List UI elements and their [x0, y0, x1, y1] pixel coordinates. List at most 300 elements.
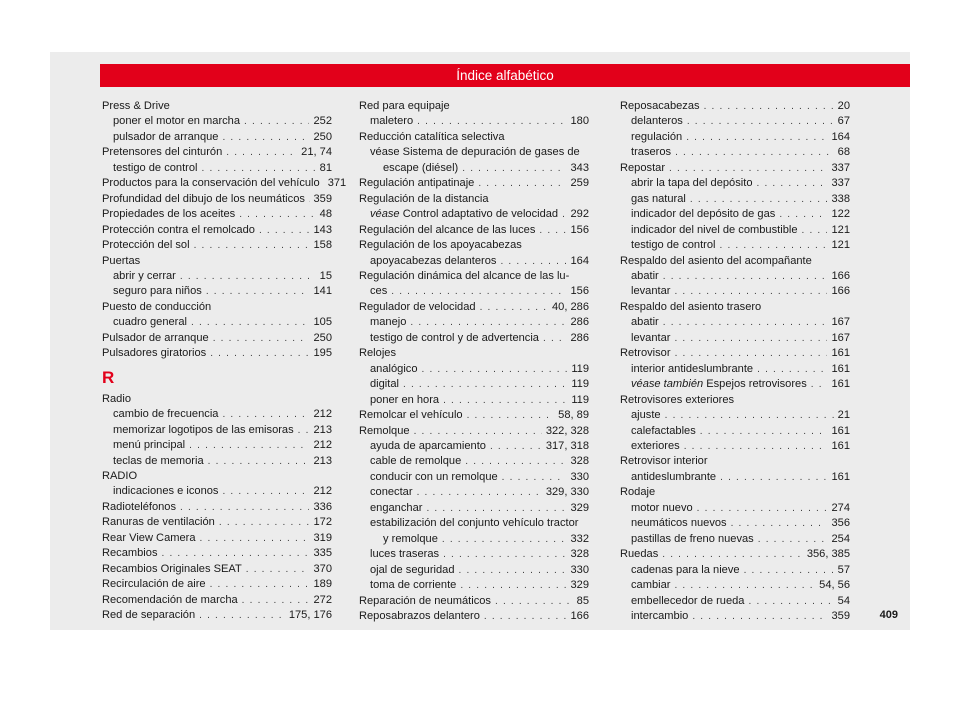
dot-leader: [675, 346, 828, 361]
dot-leader: [162, 546, 310, 561]
dot-leader: [802, 223, 828, 238]
index-entry: [620, 130, 850, 145]
dot-leader: [213, 331, 310, 346]
dot-leader: [748, 594, 833, 609]
index-entry: [620, 176, 850, 191]
dot-leader: [222, 130, 309, 145]
index-entry: [359, 284, 589, 299]
dot-leader: [414, 424, 542, 439]
dot-leader: [744, 563, 834, 578]
index-entry: [620, 454, 850, 469]
dot-leader: [180, 500, 309, 515]
index-entry-pages: 356, 385: [806, 548, 850, 561]
index-entry-label: Profundidad del dibujo de los neumáticos: [102, 192, 305, 205]
dot-leader: [697, 501, 828, 516]
dot-leader: [219, 515, 310, 530]
index-entry-pages: 329: [570, 501, 589, 514]
index-entry-label: Regulación de la distancia: [359, 192, 489, 205]
dot-leader: [690, 192, 828, 207]
index-entry-pages: 81: [319, 161, 332, 174]
index-entry-pages: 21, 74: [301, 146, 332, 159]
index-entry-pages: 20: [837, 100, 850, 112]
index-entry-label: [631, 377, 807, 392]
index-entry-label: testigo de control y de advertencia: [370, 331, 539, 344]
index-entry-label: Red para equipaje: [359, 100, 450, 112]
index-entry-label: Respaldo del asiento trasero: [620, 300, 762, 313]
index-entry-pages: 212: [313, 408, 332, 421]
index-entry-label: conectar: [370, 486, 413, 499]
index-entry: [620, 362, 850, 377]
index-entry-label: regulación: [631, 130, 683, 143]
dot-leader: [686, 130, 827, 145]
index-entry-label: ajuste: [631, 409, 661, 422]
index-entry-label: Regulación antipatinaje: [359, 177, 475, 190]
dot-leader: [180, 269, 316, 284]
index-entry: [102, 331, 332, 346]
index-entry-pages: 259: [570, 177, 589, 190]
index-entry-pages: 254: [831, 532, 850, 545]
index-entry-pages: 286: [570, 331, 589, 344]
dot-leader: [478, 176, 566, 191]
index-entry-label: cambiar: [631, 579, 671, 592]
index-entry-label: Reposabrazos delantero: [359, 609, 480, 622]
dot-leader: [811, 377, 828, 392]
index-entry-pages: 250: [313, 331, 332, 344]
index-entry-label: pastillas de freno nuevas: [631, 532, 754, 545]
index-entry-pages: 164: [570, 254, 589, 267]
dot-leader: [460, 578, 566, 593]
index-entry: [359, 439, 589, 454]
section-letter: R: [102, 367, 115, 387]
index-entry-pages: 85: [576, 594, 589, 607]
index-entry: [620, 346, 850, 361]
dot-leader: [669, 161, 827, 176]
index-entry-label: Reposacabezas: [620, 100, 700, 112]
index-entry-label: poner el motor en marcha: [113, 115, 241, 128]
index-entry: [102, 484, 332, 499]
index-entry-pages: 167: [831, 331, 850, 344]
index-column-2: [359, 99, 589, 624]
dot-leader: [222, 407, 309, 422]
index-entry-label: Repostar: [620, 161, 666, 174]
index-entry-label: seguro para niños: [113, 285, 202, 298]
index-entry-pages: 57: [837, 563, 850, 576]
index-entry-pages: 337: [831, 161, 850, 174]
index-entry: [620, 532, 850, 547]
index-entry: [359, 254, 589, 269]
dot-leader: [562, 207, 566, 222]
index-entry-pages: 286: [570, 316, 589, 329]
dot-leader: [720, 470, 827, 485]
index-entry: [359, 362, 589, 377]
index-entry: [102, 546, 332, 561]
index-column-3: [620, 99, 850, 624]
dot-leader: [484, 609, 567, 624]
index-entry-label: testigo de control: [631, 239, 716, 252]
index-entry: [102, 315, 332, 330]
index-entry-label: Regulación de los apoyacabezas: [359, 239, 522, 252]
index-entry-pages: 54, 56: [819, 579, 850, 592]
index-entry-pages: 212: [313, 485, 332, 498]
index-entry: [620, 114, 850, 129]
index-entry-label: testigo de control: [113, 161, 198, 174]
dot-leader: [259, 223, 310, 238]
dot-leader: [417, 114, 566, 129]
dot-leader: [480, 300, 548, 315]
index-entry-pages: 172: [313, 516, 332, 529]
index-entry-pages: 15: [319, 269, 332, 282]
index-entry-pages: 250: [313, 130, 332, 143]
index-entry: [359, 269, 589, 284]
dot-leader: [226, 145, 297, 160]
index-entry: [359, 300, 589, 315]
dot-leader: [662, 547, 803, 562]
dot-leader: [244, 114, 309, 129]
index-entry: [102, 500, 332, 515]
index-entry: [359, 594, 589, 609]
index-entry-label: Pulsador de arranque: [102, 331, 209, 344]
index-entry-label: Recirculación de aire: [102, 578, 206, 591]
dot-leader: [731, 516, 828, 531]
index-column-1: [102, 99, 347, 624]
index-entry: [359, 563, 589, 578]
index-entry: [102, 407, 332, 422]
index-entry: [359, 516, 589, 531]
dot-leader: [758, 532, 828, 547]
index-entry-pages: 332: [570, 532, 589, 545]
index-entry-pages: 328: [570, 455, 589, 468]
dot-leader: [704, 99, 834, 114]
index-entry-label: abrir la tapa del depósito: [631, 177, 753, 190]
index-entry: [102, 392, 332, 407]
index-entry-pages: 122: [831, 208, 850, 221]
index-entry-label: neumáticos nuevos: [631, 517, 727, 530]
index-entry-label: embellecedor de rueda: [631, 594, 745, 607]
index-entry-label: indicador del depósito de gas: [631, 208, 776, 221]
index-entry-label: Retrovisores exteriores: [620, 393, 735, 406]
dot-leader: [684, 439, 828, 454]
index-entry: [620, 269, 850, 284]
index-entry-label: Regulación del alcance de las luces: [359, 223, 536, 236]
index-entry: [620, 393, 850, 408]
index-entry: [102, 99, 332, 114]
index-entry-label: Reducción catalítica selectiva: [359, 130, 505, 143]
index-entry-pages: 161: [831, 439, 850, 452]
index-entry: [620, 284, 850, 299]
index-entry-label: Respaldo del asiento del acompañante: [620, 254, 812, 267]
index-entry: [102, 454, 332, 469]
index-entry-label: cuadro general: [113, 316, 188, 329]
index-entry: [102, 130, 332, 145]
index-entry: [359, 161, 589, 176]
index-entry-pages: 213: [313, 423, 332, 436]
index-entry-label: ces: [370, 285, 388, 298]
dot-leader: [210, 346, 309, 361]
dot-leader: [675, 145, 834, 160]
dot-leader: [246, 562, 310, 577]
dot-leader: [191, 315, 309, 330]
index-entry: [620, 609, 850, 624]
dot-leader: [674, 331, 827, 346]
index-entry-label: Red de separación: [102, 609, 196, 622]
index-entry-label: motor nuevo: [631, 501, 693, 514]
index-entry-label: Productos para la conservación del vehículo: [102, 177, 320, 190]
dot-leader: [422, 362, 568, 377]
dot-leader: [443, 547, 566, 562]
index-entry: [359, 501, 589, 516]
index-entry-label: delanteros: [631, 115, 683, 128]
index-entry: [359, 331, 589, 346]
index-entry-pages: 338: [831, 192, 850, 205]
index-entry-pages: 40, 286: [551, 300, 589, 313]
dot-leader: [692, 609, 827, 624]
index-entry-pages: 161: [831, 362, 850, 375]
index-page: [50, 52, 910, 630]
dot-leader: [239, 207, 315, 222]
dot-leader: [417, 485, 542, 500]
index-entry-see-reference: véase: [370, 208, 400, 221]
index-entry: [620, 578, 850, 593]
index-entry-pages: 195: [313, 347, 332, 360]
index-entry-label: y remolque: [383, 532, 438, 545]
dot-leader: [465, 454, 566, 469]
index-entry: [620, 161, 850, 176]
dot-leader: [674, 284, 827, 299]
index-entry-label: indicador del nivel de combustible: [631, 223, 798, 236]
index-entry-label: luces traseras: [370, 548, 440, 561]
index-entry-pages: 166: [570, 609, 589, 622]
index-entry-pages: 121: [831, 223, 850, 236]
dot-leader: [467, 408, 555, 423]
index-entry-label: Relojes: [359, 347, 396, 360]
index-entry-pages: 212: [313, 439, 332, 452]
index-entry-pages: 68: [837, 146, 850, 159]
index-entry-pages: 143: [313, 223, 332, 236]
index-entry: [359, 377, 589, 392]
index-entry-pages: 119: [571, 378, 589, 391]
index-entry-label: Pulsadores giratorios: [102, 347, 207, 360]
index-entry: [102, 300, 332, 315]
index-entry-pages: 189: [313, 578, 332, 591]
index-entry: [359, 176, 589, 191]
index-entry-label: levantar: [631, 285, 671, 298]
index-entry: [359, 99, 589, 114]
index-entry-label: ayuda de aparcamiento: [370, 439, 486, 452]
dot-leader: [202, 161, 316, 176]
dot-leader: [700, 424, 828, 439]
index-entry: [359, 454, 589, 469]
index-entry-pages: 121: [831, 239, 850, 252]
index-entry-pages: 370: [313, 562, 332, 575]
dot-leader: [403, 377, 567, 392]
dot-leader: [495, 594, 573, 609]
index-entry: [102, 238, 332, 253]
index-entry-label: apoyacabezas delanteros: [370, 254, 497, 267]
dot-leader: [208, 454, 310, 469]
index-entry: [102, 423, 332, 438]
index-entry-label: Rodaje: [620, 486, 656, 499]
index-entry-label: abatir: [631, 316, 659, 329]
index-entry-pages: 322, 328: [545, 424, 589, 437]
index-entry: [102, 531, 332, 546]
index-entry: [359, 408, 589, 423]
index-entry: [620, 516, 850, 531]
index-entry: [359, 424, 589, 439]
dot-leader: [309, 192, 310, 207]
dot-leader: [200, 531, 310, 546]
index-entry: [359, 346, 589, 361]
index-entry-pages: 213: [313, 454, 332, 467]
dot-leader: [539, 223, 566, 238]
index-entry: [359, 145, 589, 160]
index-entry-label: enganchar: [370, 501, 423, 514]
index-entry: [620, 300, 850, 315]
dot-leader: [410, 315, 566, 330]
index-entry: [620, 315, 850, 330]
dot-leader: [391, 284, 566, 299]
index-entry-pages: 166: [831, 285, 850, 298]
index-entry-label: Regulador de velocidad: [359, 300, 476, 313]
index-entry-label: Protección del sol: [102, 239, 190, 252]
index-entry: [359, 315, 589, 330]
index-entry: [359, 609, 589, 624]
index-entry: [102, 269, 332, 284]
index-entry-pages: 336: [313, 500, 332, 513]
index-entry: [359, 238, 589, 253]
index-entry: [359, 470, 589, 485]
index-entry: [620, 207, 850, 222]
index-entry-label: digital: [370, 378, 399, 391]
index-entry-label: abrir y cerrar: [113, 269, 176, 282]
dot-leader: [210, 577, 310, 592]
dot-leader: [199, 608, 285, 623]
index-entry-pages: 292: [570, 208, 589, 221]
index-entry: [620, 99, 850, 114]
page-number: 409: [879, 609, 898, 621]
index-entry-pages: 180: [570, 115, 589, 128]
index-entry-see-reference: véase también: [631, 378, 704, 391]
dot-leader: [687, 114, 834, 129]
index-entry-label: cambio de frecuencia: [113, 408, 219, 421]
index-entry: [102, 284, 332, 299]
index-entry: [620, 563, 850, 578]
index-entry-label: teclas de memoria: [113, 454, 204, 467]
index-entry: [102, 608, 332, 623]
index-entry: [102, 192, 332, 207]
dot-leader: [298, 423, 310, 438]
index-entry: [620, 594, 850, 609]
index-entry-label: poner en hora: [370, 393, 440, 406]
index-entry: [359, 547, 589, 562]
index-entry-label: conducir con un remolque: [370, 470, 498, 483]
index-entry-label: Ranuras de ventilación: [102, 516, 215, 529]
index-entry-pages: 330: [570, 470, 589, 483]
index-entry-label: Remolque: [359, 424, 410, 437]
index-entry-label-text: Espejos retrovisores: [703, 378, 807, 391]
index-entry: [102, 114, 332, 129]
index-entry-pages: 161: [831, 424, 850, 437]
dot-leader: [663, 315, 828, 330]
index-entry-label: Remolcar el vehículo: [359, 409, 463, 422]
index-entry-pages: 359: [313, 192, 332, 205]
index-entry-label: menú principal: [113, 439, 186, 452]
index-entry-label: Regulación dinámica del alcance de las lu-: [359, 269, 570, 282]
dot-leader: [462, 161, 566, 176]
dot-leader: [222, 484, 309, 499]
index-entry-pages: 141: [313, 285, 332, 298]
index-entry: [102, 145, 332, 160]
index-entry-label: RADIO: [102, 469, 138, 482]
index-entry-pages: 156: [570, 223, 589, 236]
index-entry: [359, 207, 589, 222]
index-entry-label: Recomendación de marcha: [102, 593, 238, 606]
index-entry-label: levantar: [631, 331, 671, 344]
index-entry-pages: 175, 176: [288, 609, 332, 622]
index-entry-label: memorizar logotipos de las emisoras: [113, 423, 294, 436]
index-entry-pages: 48: [319, 208, 332, 221]
index-entry: [102, 346, 332, 361]
index-entry: [620, 485, 850, 500]
index-entry: [359, 532, 589, 547]
dot-leader: [189, 438, 309, 453]
index-entry-pages: 119: [571, 393, 589, 406]
index-entry-label: ojal de seguridad: [370, 563, 455, 576]
index-entry-pages: 119: [571, 362, 589, 375]
dot-leader: [779, 207, 827, 222]
index-entry-label: calefactables: [631, 424, 696, 437]
dot-leader: [490, 439, 542, 454]
index-entry: [620, 223, 850, 238]
index-entry: [359, 223, 589, 238]
index-entry-label: Puesto de conducción: [102, 300, 212, 313]
dot-leader: [194, 238, 310, 253]
index-entry-label-text: Control adaptativo de velocidad: [399, 208, 559, 221]
dot-leader: [242, 593, 310, 608]
index-entry-pages: 371: [327, 177, 347, 190]
index-entry-pages: 54: [837, 594, 850, 607]
index-entry: [102, 469, 332, 484]
dot-leader: [757, 362, 827, 377]
index-entry: [620, 439, 850, 454]
index-entry-pages: 343: [570, 161, 589, 174]
index-entry-label: véase Sistema de depuración de gases de: [370, 146, 580, 159]
index-entry-pages: 319: [313, 531, 332, 544]
index-entry: [620, 254, 850, 269]
index-entry-label: Ruedas: [620, 548, 659, 561]
index-entry-label: interior antideslumbrante: [631, 362, 754, 375]
index-entry-pages: 161: [831, 347, 850, 360]
index-entry-label: gas natural: [631, 192, 686, 205]
index-entry-label: antideslumbrante: [631, 470, 717, 483]
dot-leader: [663, 269, 828, 284]
dot-leader: [665, 408, 834, 423]
index-entry-label: Retrovisor: [620, 347, 671, 360]
index-entry-pages: 337: [831, 177, 850, 190]
index-entry-label: intercambio: [631, 609, 689, 622]
page-header-title: Índice alfabético: [100, 64, 910, 87]
index-entry-label: [370, 207, 558, 222]
index-entry-pages: 105: [313, 316, 332, 329]
index-entry-label: Propiedades de los aceites: [102, 208, 236, 221]
dot-leader: [674, 578, 815, 593]
index-entry-pages: 335: [313, 547, 332, 560]
dot-leader: [443, 393, 567, 408]
index-entry: [620, 408, 850, 423]
index-entry-label: cadenas para la nieve: [631, 563, 740, 576]
index-entry-pages: 166: [831, 269, 850, 282]
index-entry-label: abatir: [631, 269, 659, 282]
index-entry: [620, 238, 850, 253]
